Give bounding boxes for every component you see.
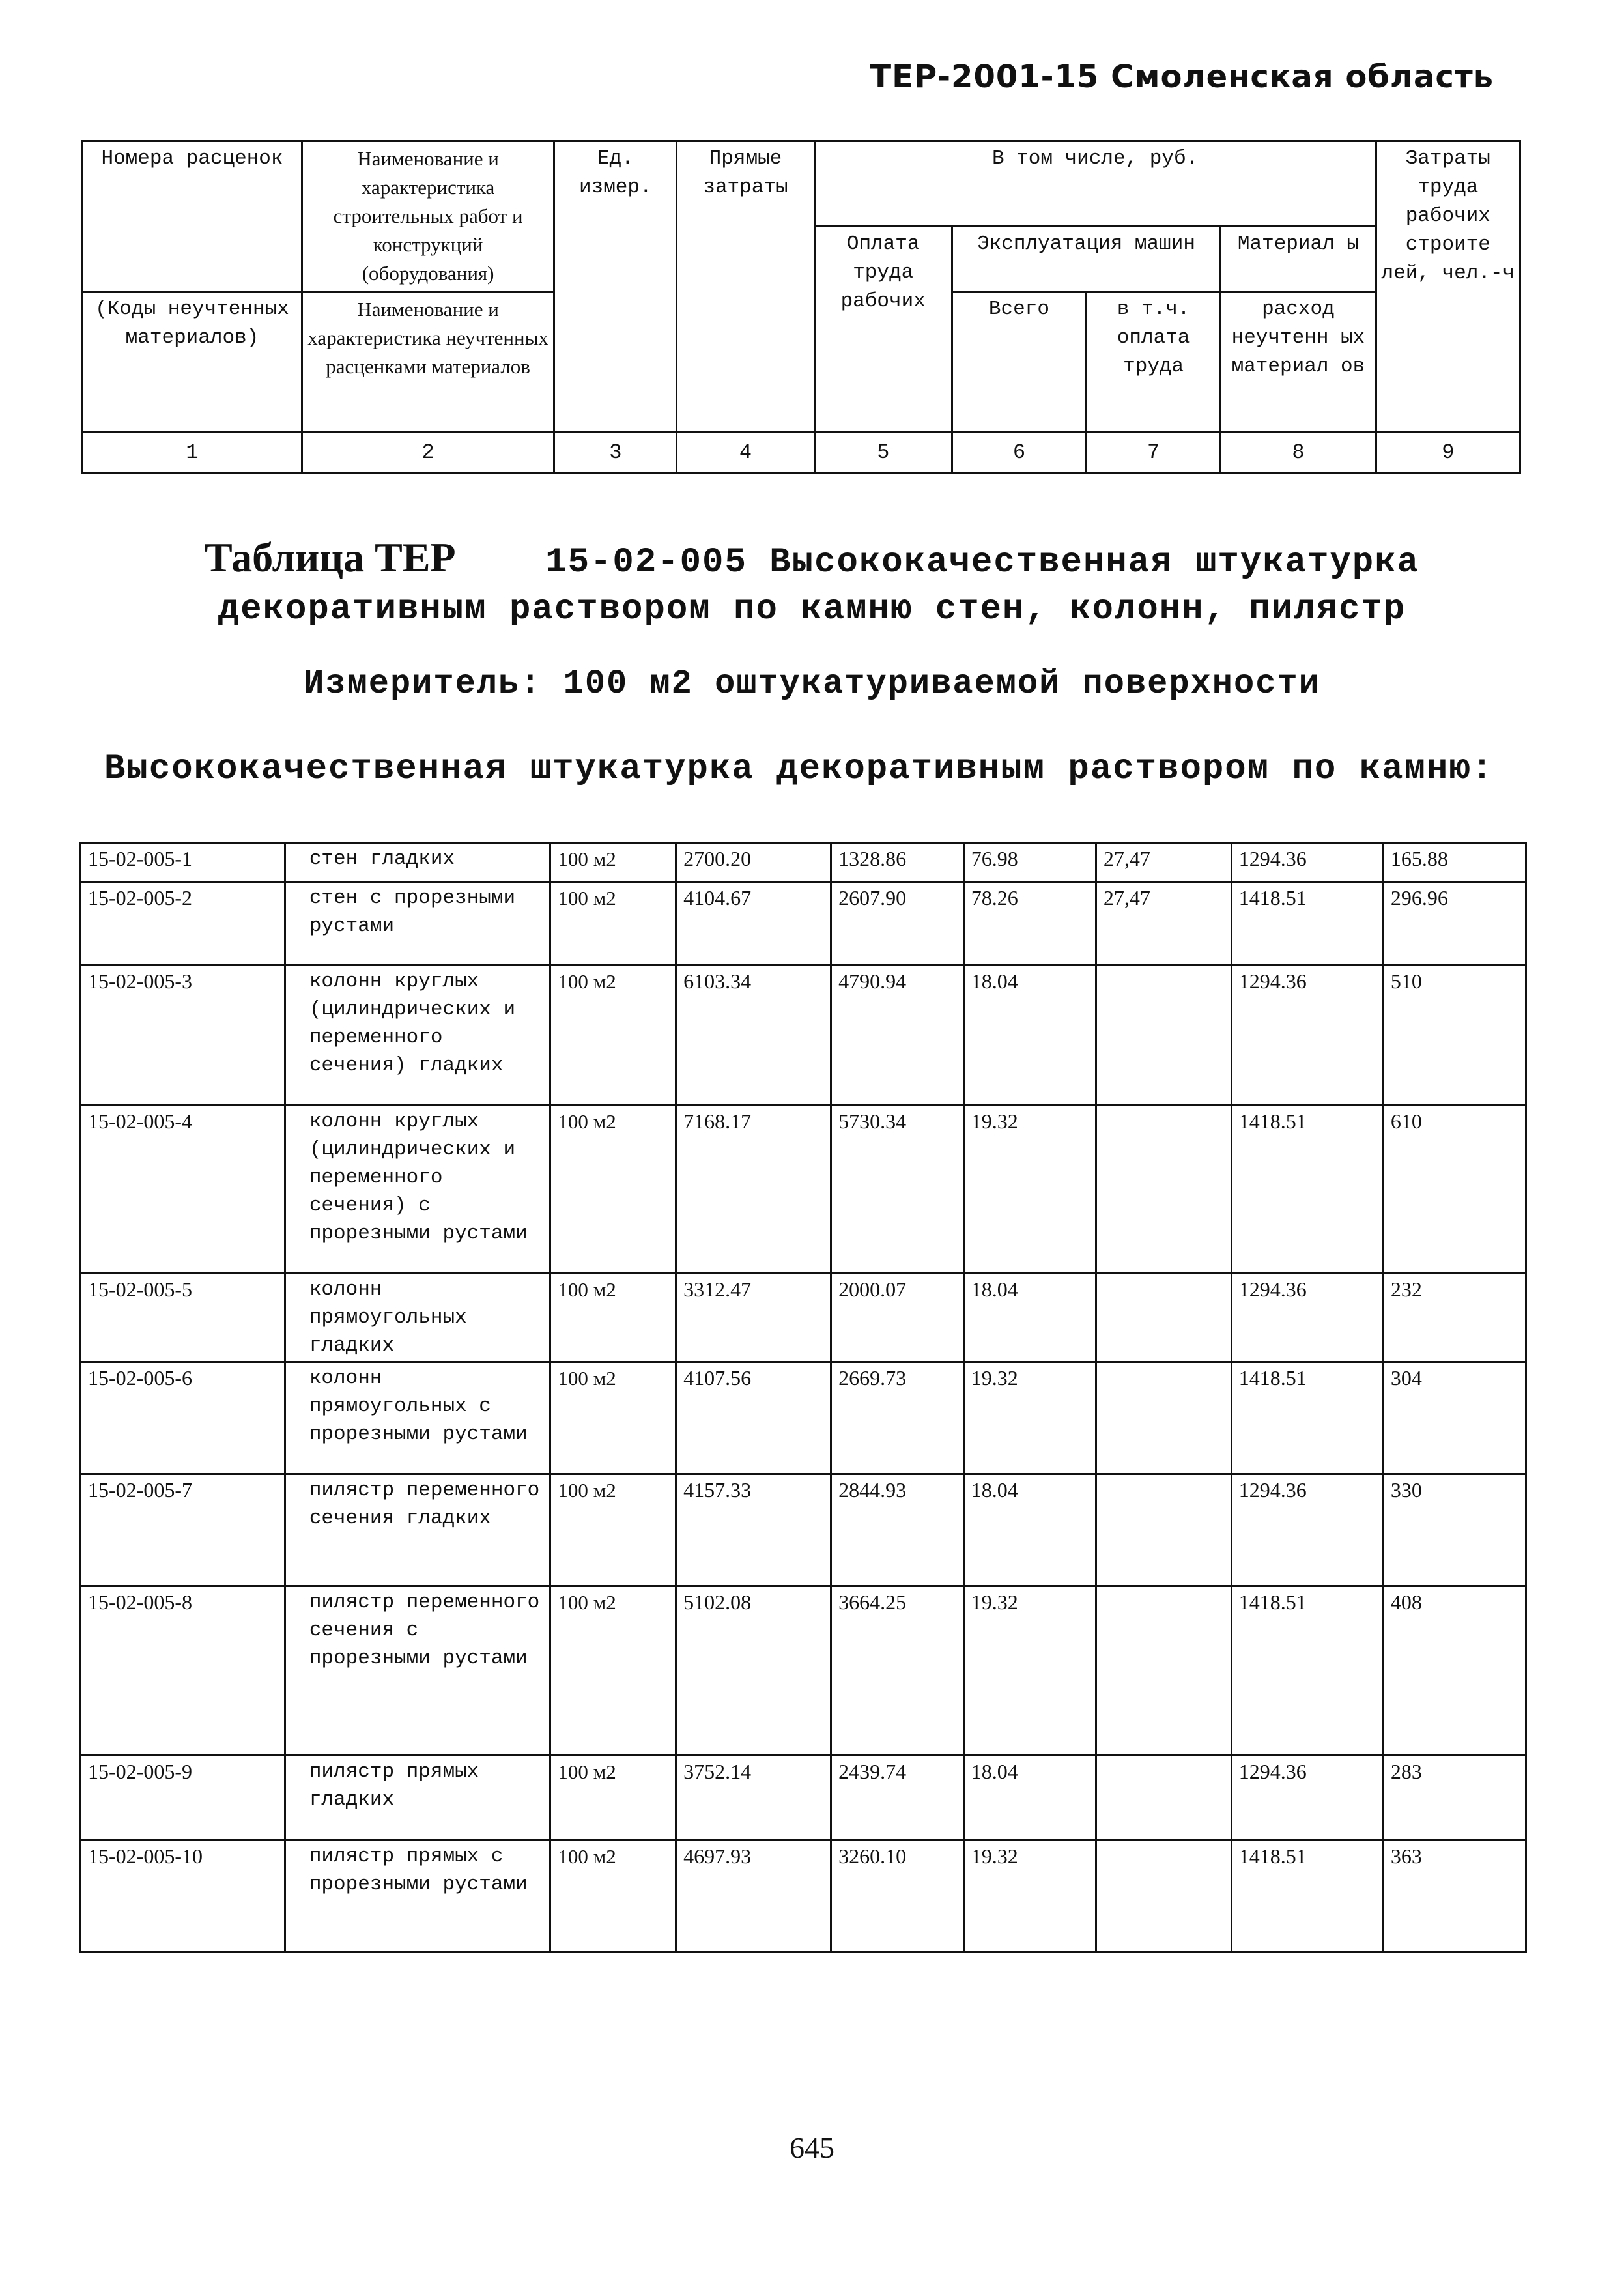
table-row (81, 882, 1526, 966)
table-title-prefix: Таблица ТЕР (204, 534, 456, 580)
labor-hours-cell: 510 (1383, 966, 1526, 1106)
direct-costs-cell: 4104.67 (676, 882, 831, 966)
meter-line: Измеритель: 100 м2 оштукатуриваемой поверхности (304, 665, 1320, 703)
unit-cell: 100 м2 (550, 966, 676, 1106)
column-number: 3 (554, 433, 677, 474)
header-work-name: Наименование и характеристика строительных работ и конструкций (оборудования) (302, 141, 554, 292)
rate-code: 15-02-005-5 (81, 1274, 285, 1362)
machines-wages-cell (1096, 1362, 1231, 1474)
labor-hours-cell: 165.88 (1383, 843, 1526, 882)
unit-cell: 100 м2 (550, 1106, 676, 1274)
unit-cell: 100 м2 (550, 1840, 676, 1953)
direct-costs-cell: 3312.47 (676, 1274, 831, 1362)
header-unit: Ед. измер. (554, 141, 677, 433)
unit-cell: 100 м2 (550, 1474, 676, 1586)
column-number: 9 (1376, 433, 1520, 474)
table-title-line2: декоративным раствором по камню стен, колонн, пилястр (218, 590, 1406, 629)
rate-code: 15-02-005-2 (81, 882, 285, 966)
unit-cell: 100 м2 (550, 1756, 676, 1840)
wages-cell: 2844.93 (831, 1474, 964, 1586)
work-description: пилястр прямых гладких (285, 1756, 550, 1840)
direct-costs-cell: 4107.56 (676, 1362, 831, 1474)
page-header: ТЕР-2001-15 Смоленская область (870, 59, 1494, 95)
wages-cell: 2669.73 (831, 1362, 964, 1474)
work-description: колонн прямоугольных гладких (285, 1274, 550, 1362)
column-number: 7 (1087, 433, 1221, 474)
materials-cell: 1294.36 (1231, 966, 1383, 1106)
labor-hours-cell: 363 (1383, 1840, 1526, 1953)
header-materials-usage: расход неучтенн ых материал ов (1221, 292, 1376, 433)
header-materials: Материал ы (1221, 227, 1376, 292)
table-title-line1: 15-02-005 Высококачественная штукатурка (545, 543, 1420, 582)
machines-wages-cell: 27,47 (1096, 843, 1231, 882)
materials-cell: 1294.36 (1231, 843, 1383, 882)
machines-wages-cell (1096, 966, 1231, 1106)
column-number: 8 (1221, 433, 1376, 474)
machines-wages-cell (1096, 1274, 1231, 1362)
column-number: 1 (83, 433, 302, 474)
section-heading: Высококачественная штукатурка декоративным раствором по камню: (104, 749, 1494, 789)
machines-wages-cell (1096, 1840, 1231, 1953)
header-material-codes: (Коды неучтенных материалов) (83, 292, 302, 433)
labor-hours-cell: 610 (1383, 1106, 1526, 1274)
direct-costs-cell: 6103.34 (676, 966, 831, 1106)
column-number: 4 (677, 433, 814, 474)
work-description: колонн круглых (цилиндрических и переменного сечения) гладких (285, 966, 550, 1106)
header-rate-number: Номера расценок (83, 141, 302, 292)
unit-cell: 100 м2 (550, 882, 676, 966)
table-row (81, 1362, 1526, 1474)
rate-code: 15-02-005-10 (81, 1840, 285, 1953)
wages-cell: 2000.07 (831, 1274, 964, 1362)
column-number: 6 (952, 433, 1086, 474)
rate-code: 15-02-005-3 (81, 966, 285, 1106)
work-description: колонн круглых (цилиндрических и переменного сечения) с прорезными рустами (285, 1106, 550, 1274)
direct-costs-cell: 4697.93 (676, 1840, 831, 1953)
machines-cell: 78.26 (963, 882, 1096, 966)
materials-cell: 1294.36 (1231, 1474, 1383, 1586)
work-description: пилястр переменного сечения с прорезными рустами (285, 1586, 550, 1756)
machines-cell: 18.04 (963, 1274, 1096, 1362)
labor-hours-cell: 408 (1383, 1586, 1526, 1756)
work-description: пилястр прямых с прорезными рустами (285, 1840, 550, 1953)
labor-hours-cell: 330 (1383, 1474, 1526, 1586)
labor-hours-cell: 232 (1383, 1274, 1526, 1362)
machines-cell: 18.04 (963, 1474, 1096, 1586)
rate-code: 15-02-005-7 (81, 1474, 285, 1586)
labor-hours-cell: 304 (1383, 1362, 1526, 1474)
header-direct-costs: Прямые затраты (677, 141, 814, 433)
wages-cell: 4790.94 (831, 966, 964, 1106)
header-labor-costs: Затраты труда рабочих строите лей, чел.-ч (1376, 141, 1520, 433)
direct-costs-cell: 4157.33 (676, 1474, 831, 1586)
materials-cell: 1294.36 (1231, 1756, 1383, 1840)
unit-cell: 100 м2 (550, 1362, 676, 1474)
materials-cell: 1418.51 (1231, 882, 1383, 966)
unit-cell: 100 м2 (550, 1274, 676, 1362)
page-number: 645 (790, 2131, 834, 2164)
header-machines-wages: в т.ч. оплата труда (1087, 292, 1221, 433)
header-including: В том числе, руб. (814, 141, 1376, 227)
machines-cell: 18.04 (963, 1756, 1096, 1840)
unit-cell: 100 м2 (550, 1586, 676, 1756)
rate-code: 15-02-005-4 (81, 1106, 285, 1274)
direct-costs-cell: 7168.17 (676, 1106, 831, 1274)
work-description: пилястр переменного сечения гладких (285, 1474, 550, 1586)
direct-costs-cell: 3752.14 (676, 1756, 831, 1840)
direct-costs-cell: 2700.20 (676, 843, 831, 882)
direct-costs-cell: 5102.08 (676, 1586, 831, 1756)
table-row (81, 1274, 1526, 1362)
machines-wages-cell (1096, 1586, 1231, 1756)
header-table (81, 140, 1521, 474)
materials-cell: 1418.51 (1231, 1586, 1383, 1756)
machines-cell: 19.32 (963, 1840, 1096, 1953)
machines-cell: 19.32 (963, 1362, 1096, 1474)
rate-code: 15-02-005-8 (81, 1586, 285, 1756)
rates-table (79, 842, 1527, 1953)
wages-cell: 2439.74 (831, 1756, 964, 1840)
rate-code: 15-02-005-6 (81, 1362, 285, 1474)
wages-cell: 5730.34 (831, 1106, 964, 1274)
machines-wages-cell (1096, 1474, 1231, 1586)
materials-cell: 1418.51 (1231, 1362, 1383, 1474)
materials-cell: 1418.51 (1231, 1106, 1383, 1274)
machines-cell: 19.32 (963, 1106, 1096, 1274)
header-machines-total: Всего (952, 292, 1086, 433)
table-row (81, 1474, 1526, 1586)
machines-cell: 76.98 (963, 843, 1096, 882)
wages-cell: 3260.10 (831, 1840, 964, 1953)
materials-cell: 1418.51 (1231, 1840, 1383, 1953)
machines-cell: 19.32 (963, 1586, 1096, 1756)
wages-cell: 2607.90 (831, 882, 964, 966)
unit-cell: 100 м2 (550, 843, 676, 882)
table-row (81, 1106, 1526, 1274)
labor-hours-cell: 283 (1383, 1756, 1526, 1840)
work-description: стен гладких (285, 843, 550, 882)
machines-wages-cell: 27,47 (1096, 882, 1231, 966)
rate-code: 15-02-005-9 (81, 1756, 285, 1840)
table-row (81, 966, 1526, 1106)
machines-wages-cell (1096, 1106, 1231, 1274)
header-material-name: Наименование и характеристика неучтенных расценками материалов (302, 292, 554, 433)
work-description: стен с прорезными рустами (285, 882, 550, 966)
rate-code: 15-02-005-1 (81, 843, 285, 882)
wages-cell: 1328.86 (831, 843, 964, 882)
table-row (81, 1840, 1526, 1953)
table-row (81, 1756, 1526, 1840)
machines-wages-cell (1096, 1756, 1231, 1840)
table-row (81, 843, 1526, 882)
work-description: колонн прямоугольных с прорезными рустами (285, 1362, 550, 1474)
header-machines: Эксплуатация машин (952, 227, 1220, 292)
table-row (81, 1586, 1526, 1756)
column-number: 2 (302, 433, 554, 474)
table-title (0, 534, 1624, 633)
labor-hours-cell: 296.96 (1383, 882, 1526, 966)
header-wages: Оплата труда рабочих (814, 227, 952, 433)
materials-cell: 1294.36 (1231, 1274, 1383, 1362)
machines-cell: 18.04 (963, 966, 1096, 1106)
wages-cell: 3664.25 (831, 1586, 964, 1756)
column-number: 5 (814, 433, 952, 474)
